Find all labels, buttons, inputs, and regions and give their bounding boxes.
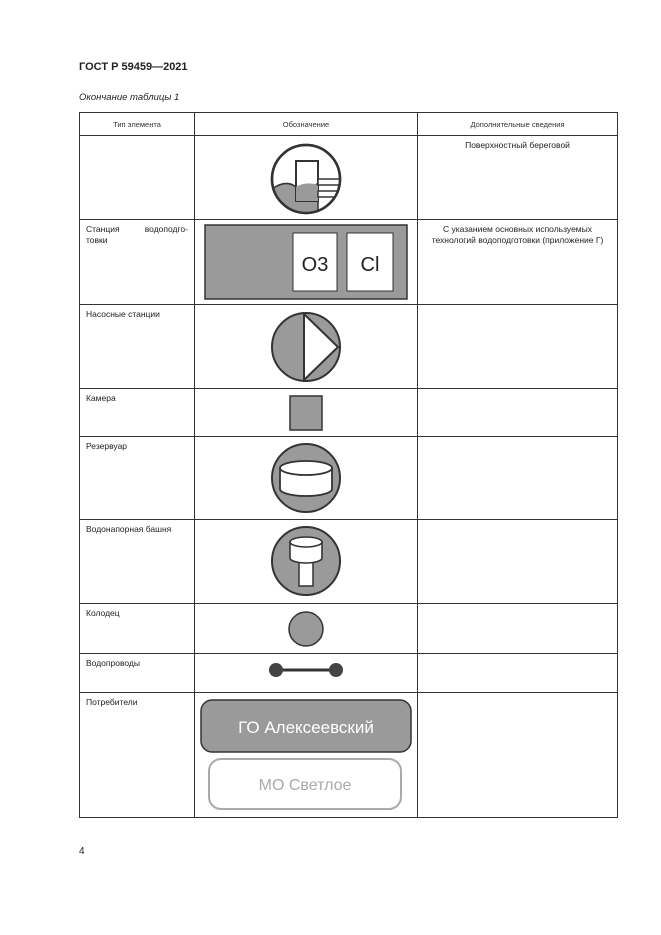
row-type-cell xyxy=(80,136,195,220)
reservoir-icon xyxy=(269,441,343,515)
row-info-cell xyxy=(418,654,618,693)
row-symbol-cell xyxy=(195,604,418,654)
table-row xyxy=(80,520,618,604)
well-icon xyxy=(286,609,326,649)
table-row xyxy=(80,305,618,389)
consumer-label-primary: ГО Алексеевский xyxy=(238,718,374,737)
table-row xyxy=(80,654,618,693)
water-tower-icon xyxy=(269,524,343,598)
row-type-cell: Потребители xyxy=(80,693,195,818)
row-symbol-cell xyxy=(195,520,418,604)
pipeline-icon xyxy=(266,658,346,682)
row-type-cell: Резервуар xyxy=(80,437,195,520)
table-row xyxy=(80,437,618,520)
row-info-cell xyxy=(418,437,618,520)
table-row xyxy=(80,389,618,437)
row-symbol-cell xyxy=(195,389,418,437)
pump-station-icon xyxy=(269,310,343,384)
chlorine-label: Cl xyxy=(360,254,380,276)
table-row xyxy=(80,136,618,220)
row-info-cell xyxy=(418,693,618,818)
table-row xyxy=(80,220,618,305)
row-info-cell xyxy=(418,520,618,604)
column-header-info: Дополнительные сведения xyxy=(418,113,618,136)
row-type-cell: Насосные станции xyxy=(80,305,195,389)
row-type-cell: Водонапорная башня xyxy=(80,520,195,604)
consumers-icon xyxy=(198,697,414,815)
table-row xyxy=(80,693,618,818)
row-symbol-cell xyxy=(195,654,418,693)
row-symbol-cell xyxy=(195,437,418,520)
row-symbol-cell xyxy=(195,136,418,220)
row-info-cell: С указанием основных используемых технологий водоподготовки (приложение Г) xyxy=(418,220,618,305)
page-number: 4 xyxy=(79,846,85,857)
chamber-icon xyxy=(288,394,324,432)
row-type-cell: Водопроводы xyxy=(80,654,195,693)
row-info-cell xyxy=(418,305,618,389)
symbols-table xyxy=(79,112,618,818)
document-header: ГОСТ Р 59459—2021 xyxy=(79,61,188,73)
ozone-label: O3 xyxy=(301,254,329,276)
row-info-cell xyxy=(418,389,618,437)
treatment-station-icon xyxy=(203,223,409,301)
row-type-cell: Колодец xyxy=(80,604,195,654)
row-type-cell: Камера xyxy=(80,389,195,437)
row-type-cell: Станция водоподго- товки xyxy=(80,220,195,305)
row-symbol-cell xyxy=(195,305,418,389)
table-caption: Окончание таблицы 1 xyxy=(79,92,180,103)
column-header-symbol: Обозначение xyxy=(195,113,418,136)
row-symbol-cell xyxy=(195,220,418,305)
consumer-label-secondary: МО Светлое xyxy=(258,777,352,794)
row-symbol-cell xyxy=(195,693,418,818)
column-header-type: Тип элемента xyxy=(80,113,195,136)
surface-intake-icon xyxy=(266,139,346,219)
table-header-row xyxy=(80,113,618,136)
row-info-cell xyxy=(418,604,618,654)
table-row xyxy=(80,604,618,654)
row-info-cell: Поверхностный береговой xyxy=(418,136,618,220)
